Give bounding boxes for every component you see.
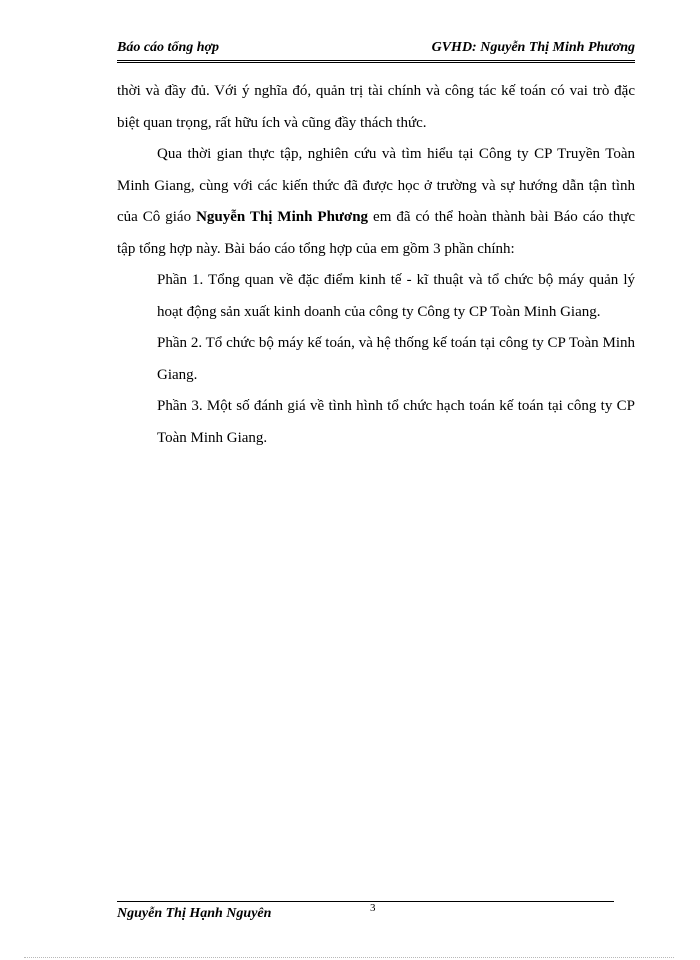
footer-author: Nguyễn Thị Hạnh Nguyên	[117, 906, 272, 921]
supervisor-name: Nguyễn Thị Minh Phương	[196, 209, 369, 225]
report-parts-list	[117, 265, 635, 454]
page-bottom-border	[24, 957, 674, 958]
report-part-1: Phần 1. Tổng quan về đặc điểm kinh tế - kĩ thuật và tổ chức bộ máy quản lý hoạt động sản xuất kinh doanh của công ty Công ty CP Toàn Minh Giang.	[157, 272, 635, 320]
paragraph-internship-end: em đã có thể hoàn thành bài Báo cáo thực tập tổng hợp này. Bài báo cáo tổng hợp của em gồm 3 phần chính:	[117, 209, 635, 257]
paragraph-internship	[117, 139, 635, 265]
page-number: 3	[370, 902, 376, 914]
footer-rule	[117, 901, 614, 902]
header-rule	[117, 60, 635, 61]
header-supervisor: GVHD: Nguyễn Thị Minh Phương	[431, 40, 635, 55]
report-part-2: Phần 2. Tổ chức bộ máy kế toán, và hệ thống kế toán tại công ty CP Toàn Minh Giang.	[157, 335, 635, 383]
paragraph-intro: thời và đầy đủ. Với ý nghĩa đó, quản trị tài chính và công tác kế toán có vai trò đặc biệt quan trọng, rất hữu ích và cũng đầy thách thức.	[117, 83, 635, 131]
report-part-3: Phần 3. Một số đánh giá về tình hình tổ chức hạch toán kế toán tại công ty CP Toàn Minh Giang.	[157, 398, 635, 446]
page-header	[117, 38, 635, 58]
paragraph-internship-start: Qua thời gian thực tập, nghiên cứu và tìm hiểu tại Công ty CP Truyền Toàn Minh Giang, cùng với các kiến thức đã được học ở trường và sự hướng dẫn tận tình của Cô giáo	[117, 146, 635, 225]
body-text	[117, 76, 635, 454]
header-title: Báo cáo tổng hợp	[117, 40, 220, 55]
header-rule-secondary	[117, 62, 635, 63]
